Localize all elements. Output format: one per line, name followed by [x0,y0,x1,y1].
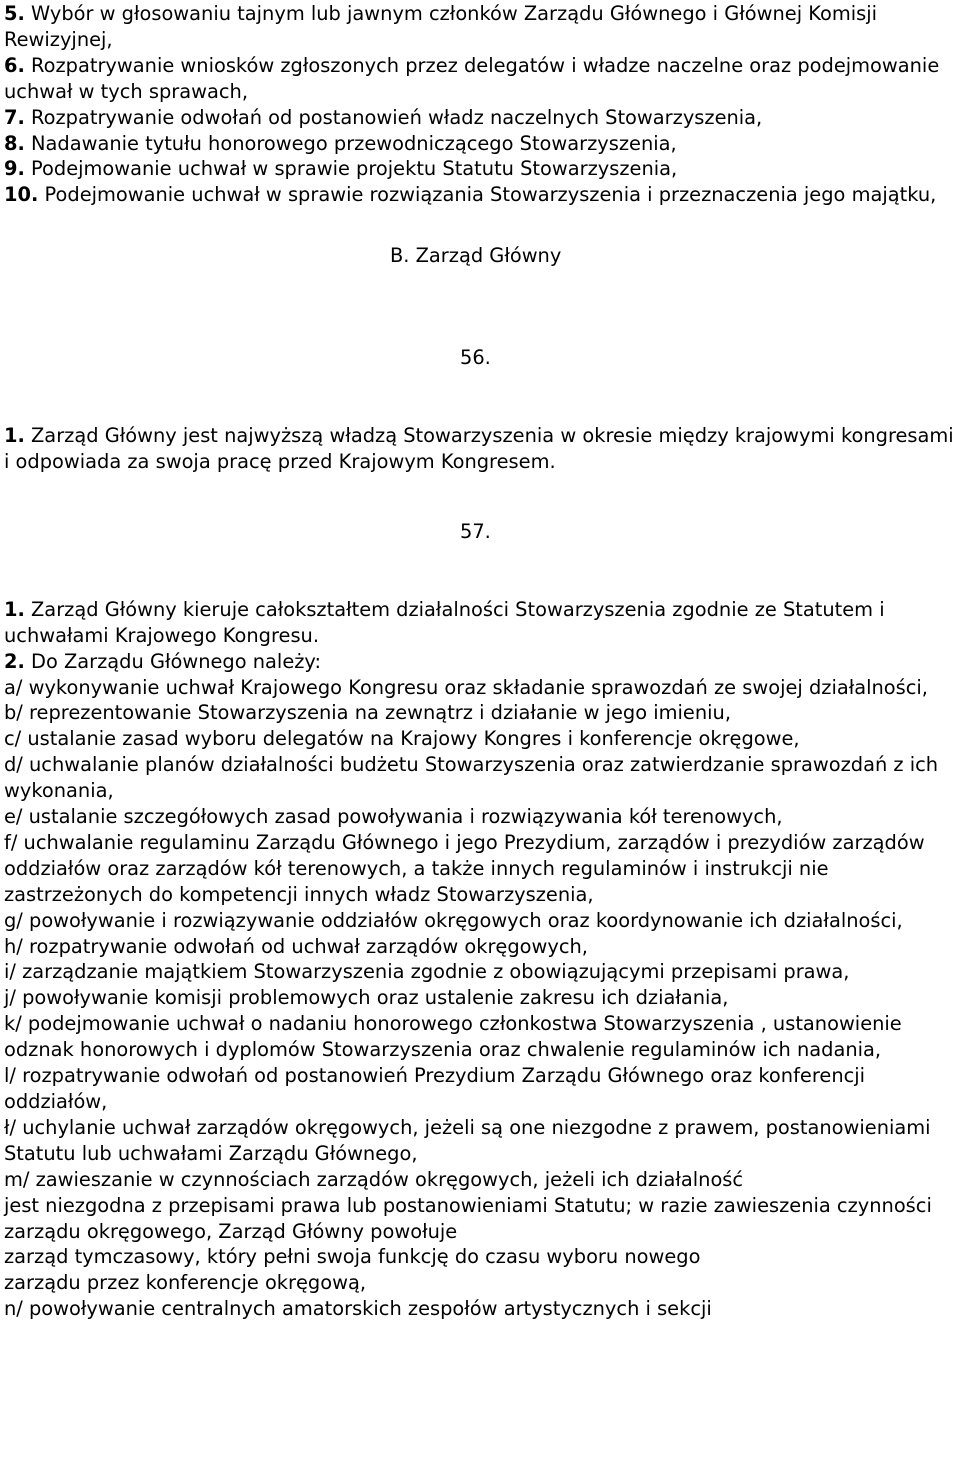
item-text: Wybór w głosowaniu tajnym lub jawnym członków Zarządu Głównego i Głównej Komisji Rewizyjnej, [4,2,878,51]
sublist-item: zarząd tymczasowy, który pełni swoja funkcję do czasu wyboru nowego [4,1245,701,1269]
list-item [4,53,958,105]
sublist-item: n/ powoływanie centralnych amatorskich zespołów artystycznych i sekcji [4,1297,712,1321]
paragraph-56-number: 56. [460,346,491,370]
sublist-item: h/ rozpatrywanie odwołań od uchwał zarządów okręgowych, [4,934,588,958]
sublist-item: j/ powoływanie komisji problemowych oraz ustalenie zakresu ich działania, [4,986,729,1010]
item-number: 2. [4,649,25,673]
sublist-item: b/ reprezentowanie Stowarzyszenia na zewnątrz i działanie w jego imieniu, [4,701,731,725]
section-title: B. Zarząd Główny [390,244,562,268]
list-item [4,597,958,649]
sublist-item: d/ uchwalanie planów działalności budżetu Stowarzyszenia oraz zatwierdzanie sprawozdań z ich wykonania, [4,753,939,803]
list-item [4,423,958,475]
list-item [4,156,958,182]
sublist-item: l/ rozpatrywanie odwołań od postanowień Prezydium Zarządu Głównego oraz konferencji oddziałów, [4,1064,866,1113]
item-text: Rozpatrywanie wniosków zgłoszonych przez delegatów i władze naczelne oraz podejmowanie uchwał w tych sprawach, [4,53,940,103]
item-text: Rozpatrywanie odwołań od postanowień władz naczelnych Stowarzyszenia, [24,105,763,129]
list-item [4,131,958,157]
sublist-item: zarządu przez konferencje okręgową, [4,1271,367,1295]
sublist-item: i/ zarządzanie majątkiem Stowarzyszenia zgodnie z obowiązującymi przepisami prawa, [4,960,850,984]
sublist-item: f/ uchwalanie regulaminu Zarządu Głównego i jego Prezydium, zarządów i prezydiów zarządów oddziałów oraz zarządów kół terenowych, a także innych regulaminów i instrukcji nie zastrzeżonych do kompetencji innych władz Stowarzyszenia, [4,830,925,906]
paragraph-57-body [4,597,958,1322]
item-number: 7. [4,105,25,129]
item-text: Zarząd Główny kieruje całokształtem działalności Stowarzyszenia zgodnie ze Statutem i uchwałami Krajowego Kongresu. [4,597,885,647]
item-text: Podejmowanie uchwał w sprawie projektu Statutu Stowarzyszenia, [24,157,678,181]
paragraph-57-number: 57. [460,519,491,543]
list-item [4,182,958,208]
duties-sublist [4,675,958,1323]
item-number: 5. [4,2,25,25]
sublist-item: k/ podejmowanie uchwał o nadaniu honorowego członkostwa Stowarzyszenia , ustanowienie odznak honorowych i dyplomów Stowarzyszenia oraz chwalenie regulaminów ich nadania, [4,1012,902,1062]
item-text: Podejmowanie uchwał w sprawie rozwiązania Stowarzyszenia i przeznaczenia jego majątku, [38,183,937,207]
sublist-item: e/ ustalanie szczegółowych zasad powoływania i rozwiązywania kół terenowych, [4,805,783,829]
item-number: 10. [4,183,39,207]
list-item [4,105,958,131]
item-number: 1. [4,597,25,621]
item-text: Nadawanie tytułu honorowego przewodniczącego Stowarzyszenia, [24,131,677,155]
sublist-item: a/ wykonywanie uchwał Krajowego Kongresu oraz składanie sprawozdań ze swojej działalności, [4,675,928,699]
sublist-item: c/ ustalanie zasad wyboru delegatów na Krajowy Kongres i konferencje okręgowe, [4,727,800,751]
sublist-item: g/ powoływanie i rozwiązywanie oddziałów okręgowych oraz koordynowanie ich działalności, [4,908,903,932]
sublist-item: ł/ uchylanie uchwał zarządów okręgowych, jeżeli są one niezgodne z prawem, postanowieniami Statutu lub uchwałami Zarządu Głównego, [4,1115,931,1165]
list-item [4,1,958,53]
item-number: 9. [4,157,25,181]
item-number: 6. [4,53,25,77]
sublist-item: m/ zawieszanie w czynnościach zarządów okręgowych, jeżeli ich działalność [4,1167,744,1191]
list-item [4,649,958,675]
item-text: Do Zarządu Głównego należy: [24,649,322,673]
item-number: 8. [4,131,25,155]
paragraph-56-body [4,423,958,475]
item-number: 1. [4,424,25,448]
list-a [4,1,958,208]
document-page [4,1,958,1322]
sublist-item: jest niezgodna z przepisami prawa lub postanowieniami Statutu; w razie zawieszenia czynności zarządu okręgowego, Zarząd Główny powołuje [4,1193,932,1243]
item-text: Zarząd Główny jest najwyższą władzą Stowarzyszenia w okresie między krajowymi kongresami i odpowiada za swoja pracę przed Krajowym Kongresem. [4,424,954,473]
